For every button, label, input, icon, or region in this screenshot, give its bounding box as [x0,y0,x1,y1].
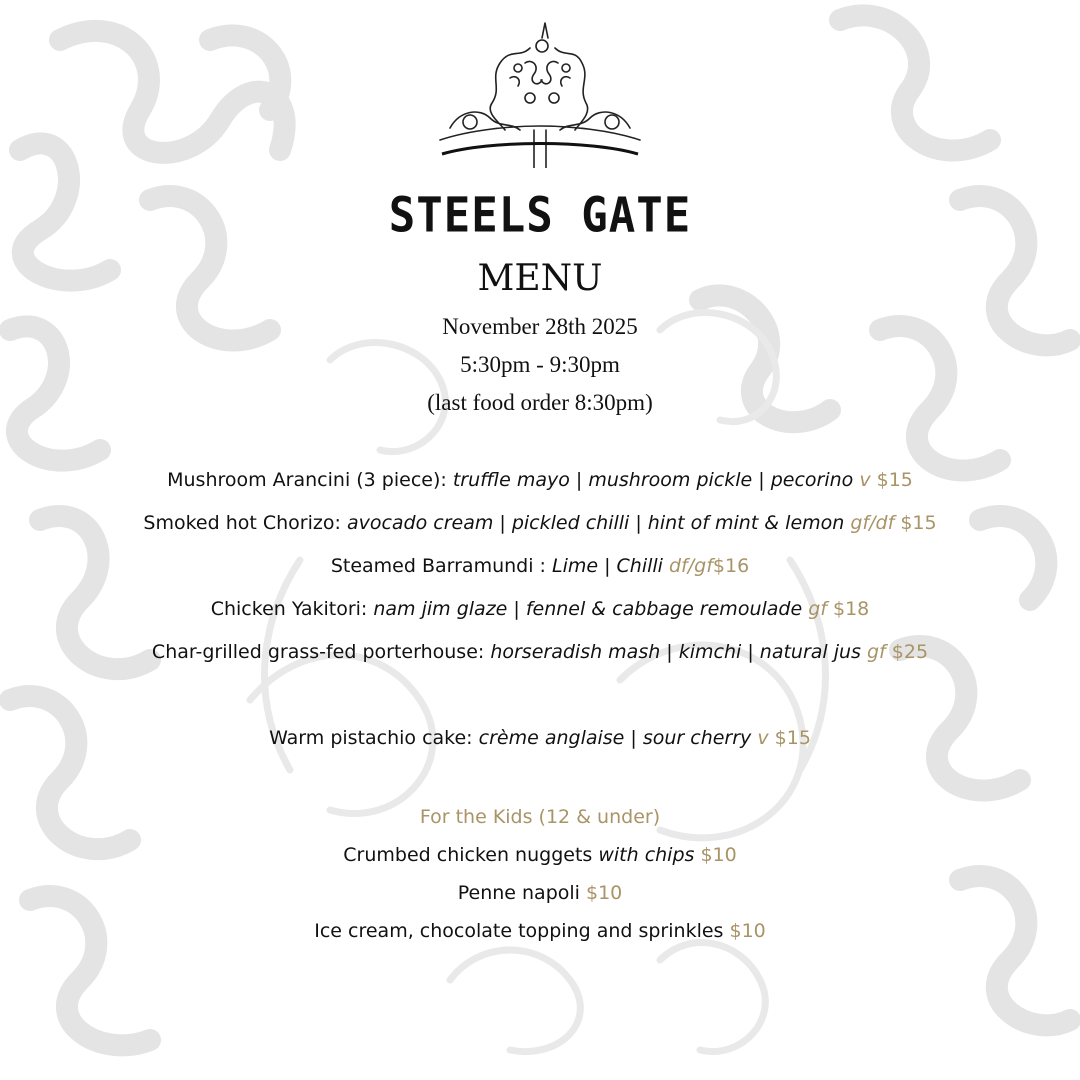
dietary-tag: df/gf [669,555,713,577]
dietary-tag: gf/df [850,512,901,534]
menu-item [0,555,1080,577]
dish-name: Steamed Barramundi : [330,555,552,577]
kids-section-heading: For the Kids (12 & under) [419,806,661,828]
dish-price: $16 [712,555,750,577]
dessert-item [0,727,1080,749]
dietary-tag: v [757,727,775,749]
dish-description: with chips [598,844,701,866]
dish-description: avocado cream | pickled chilli | hint of mint & lemon [346,512,851,534]
dish-description: nam jim glaze | fennel & cabbage remoulade [373,598,809,620]
dish-name: Penne napoli [457,882,586,904]
menu-title: MENU [477,258,603,299]
brand-name: STEELS GATE [388,187,692,244]
event-date: November 28th 2025 [442,314,638,339]
dish-name: Warm pistachio cake: [269,727,479,749]
menu-item [0,598,1080,620]
menu-item [0,512,1080,534]
dish-description: crème anglaise | sour cherry [478,727,758,749]
last-order-note: (last food order 8:30pm) [427,390,653,415]
dish-price: $10 [585,882,623,904]
kids-menu-item [0,844,1080,866]
dish-name: Mushroom Arancini (3 piece): [167,469,453,491]
dish-price: $15 [900,512,937,534]
kids-menu-item [0,920,1080,942]
dish-price: $15 [876,469,913,491]
dish-price: $10 [729,920,766,942]
dish-description: truffle mayo | mushroom pickle | pecorino [452,469,860,491]
dietary-tag: gf [867,641,892,663]
dietary-tag: gf [808,598,833,620]
dish-description: horseradish mash | kimchi | natural jus [490,641,867,663]
dish-price: $18 [833,598,870,620]
menu-item [0,469,1080,491]
dish-name: Ice cream, chocolate topping and sprinkles [314,920,730,942]
event-hours: 5:30pm - 9:30pm [460,352,620,377]
dish-name: Smoked hot Chorizo: [143,512,347,534]
dish-name: Crumbed chicken nuggets [343,844,599,866]
menu-item [0,641,1080,663]
dish-price: $25 [891,641,929,663]
dish-price: $10 [700,844,737,866]
steels-gate-logo-illustration [430,18,650,168]
dish-description: Lime | Chilli [551,555,669,577]
dish-name: Chicken Yakitori: [210,598,374,620]
dietary-tag: v [859,469,877,491]
kids-menu-item [0,882,1080,904]
dish-name: Char-grilled grass-fed porterhouse: [151,641,491,663]
dish-price: $15 [774,727,811,749]
